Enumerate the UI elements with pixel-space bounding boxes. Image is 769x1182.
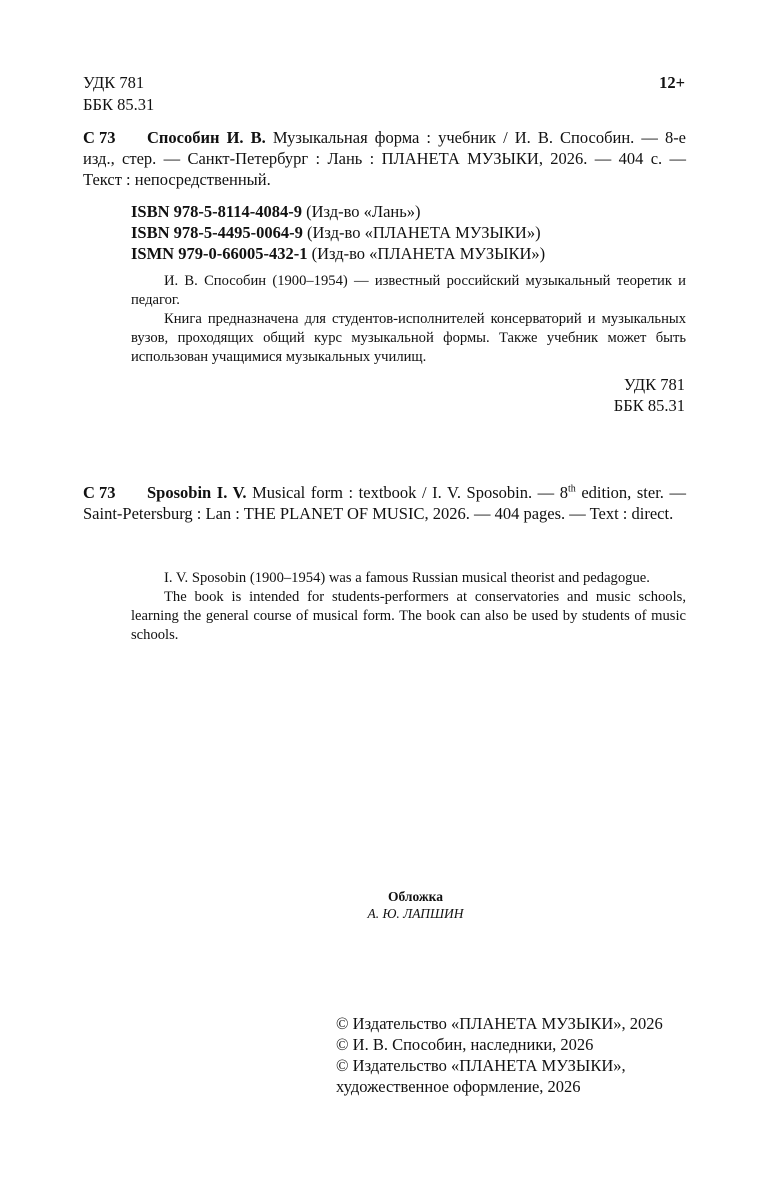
isbn-publisher: (Изд-во «ПЛАНЕТА МУЗЫКИ»)	[307, 223, 541, 242]
isbn-line	[131, 222, 545, 243]
age-rating: 12+	[659, 73, 685, 92]
en-desc-b: edition, ster. — Saint-Petersburg : Lan : THE PLANET OF MUSIC, 2026. — 404 pages. — Text : direct.	[83, 483, 687, 523]
ru-abstract-p1: И. В. Способин (1900–1954) — известный российский музыкальный теоретик и педагог.	[131, 273, 686, 308]
isbn-number: ISBN 978-5-8114-4084-9	[131, 202, 302, 221]
en-desc-a: Musical form : textbook / I. V. Sposobin. — 8	[252, 483, 568, 502]
copyright-line: © Издательство «ПЛАНЕТА МУЗЫКИ»,	[336, 1056, 626, 1075]
en-description	[83, 482, 686, 524]
ismn-publisher: (Изд-во «ПЛАНЕТА МУЗЫКИ»)	[311, 244, 546, 263]
ru-catalog-code: С 73	[83, 128, 116, 147]
cover-label: Обложка	[387, 889, 443, 904]
ru-classification	[614, 374, 685, 416]
isbn-line	[131, 201, 545, 222]
en-abstract-p2: The book is intended for students-performers at conservatories and music schools, learning the general course of musical form. The book can also be used by students of music schools.	[131, 589, 686, 643]
en-author: Sposobin I. V.	[147, 483, 247, 502]
ismn-line	[131, 243, 545, 264]
ru-bbk: ББК 85.31	[613, 396, 685, 415]
isbn-publisher: (Изд-во «Лань»)	[306, 202, 421, 221]
cover-credit	[31, 888, 769, 922]
ru-abstract-p2: Книга предназначена для студентов-исполнителей консерваторий и музыкальных вузов, проходящих общий курс музыкальной формы. Также учебник может быть использован учащимися музыкальных училищ.	[131, 311, 686, 365]
ismn-number: ISMN 979-0-66005-432-1	[131, 244, 308, 263]
udk-header: УДК 781	[83, 73, 145, 92]
ru-abstract	[131, 272, 686, 367]
cover-artist: А. Ю. ЛАПШИН	[367, 906, 464, 921]
copyright-line: © Издательство «ПЛАНЕТА МУЗЫКИ», 2026	[336, 1014, 663, 1033]
copyright-block	[336, 1013, 663, 1097]
isbn-number: ISBN 978-5-4495-0064-9	[131, 223, 303, 242]
ru-author: Способин И. В.	[147, 128, 266, 147]
en-desc-superscript: th	[568, 483, 576, 495]
ru-udk: УДК 781	[623, 375, 685, 394]
copyright-line: © И. В. Способин, наследники, 2026	[336, 1035, 594, 1054]
en-abstract-p1: I. V. Sposobin (1900–1954) was a famous Russian musical theorist and pedagogue.	[164, 570, 650, 586]
en-catalog-code: С 73	[83, 483, 116, 502]
en-abstract	[131, 569, 686, 645]
copyright-line: художественное оформление, 2026	[336, 1077, 581, 1096]
isbn-list	[131, 201, 545, 264]
ru-description	[83, 127, 686, 190]
bbk-header: ББК 85.31	[83, 95, 155, 114]
ru-desc-text: Музыкальная форма : учебник / И. В. Способин. — 8-е изд., стер. — Санкт-Петербург : Лань : ПЛАНЕТА МУЗЫКИ, 2026. — 404 с. — Текст : непосредственный.	[83, 128, 687, 189]
